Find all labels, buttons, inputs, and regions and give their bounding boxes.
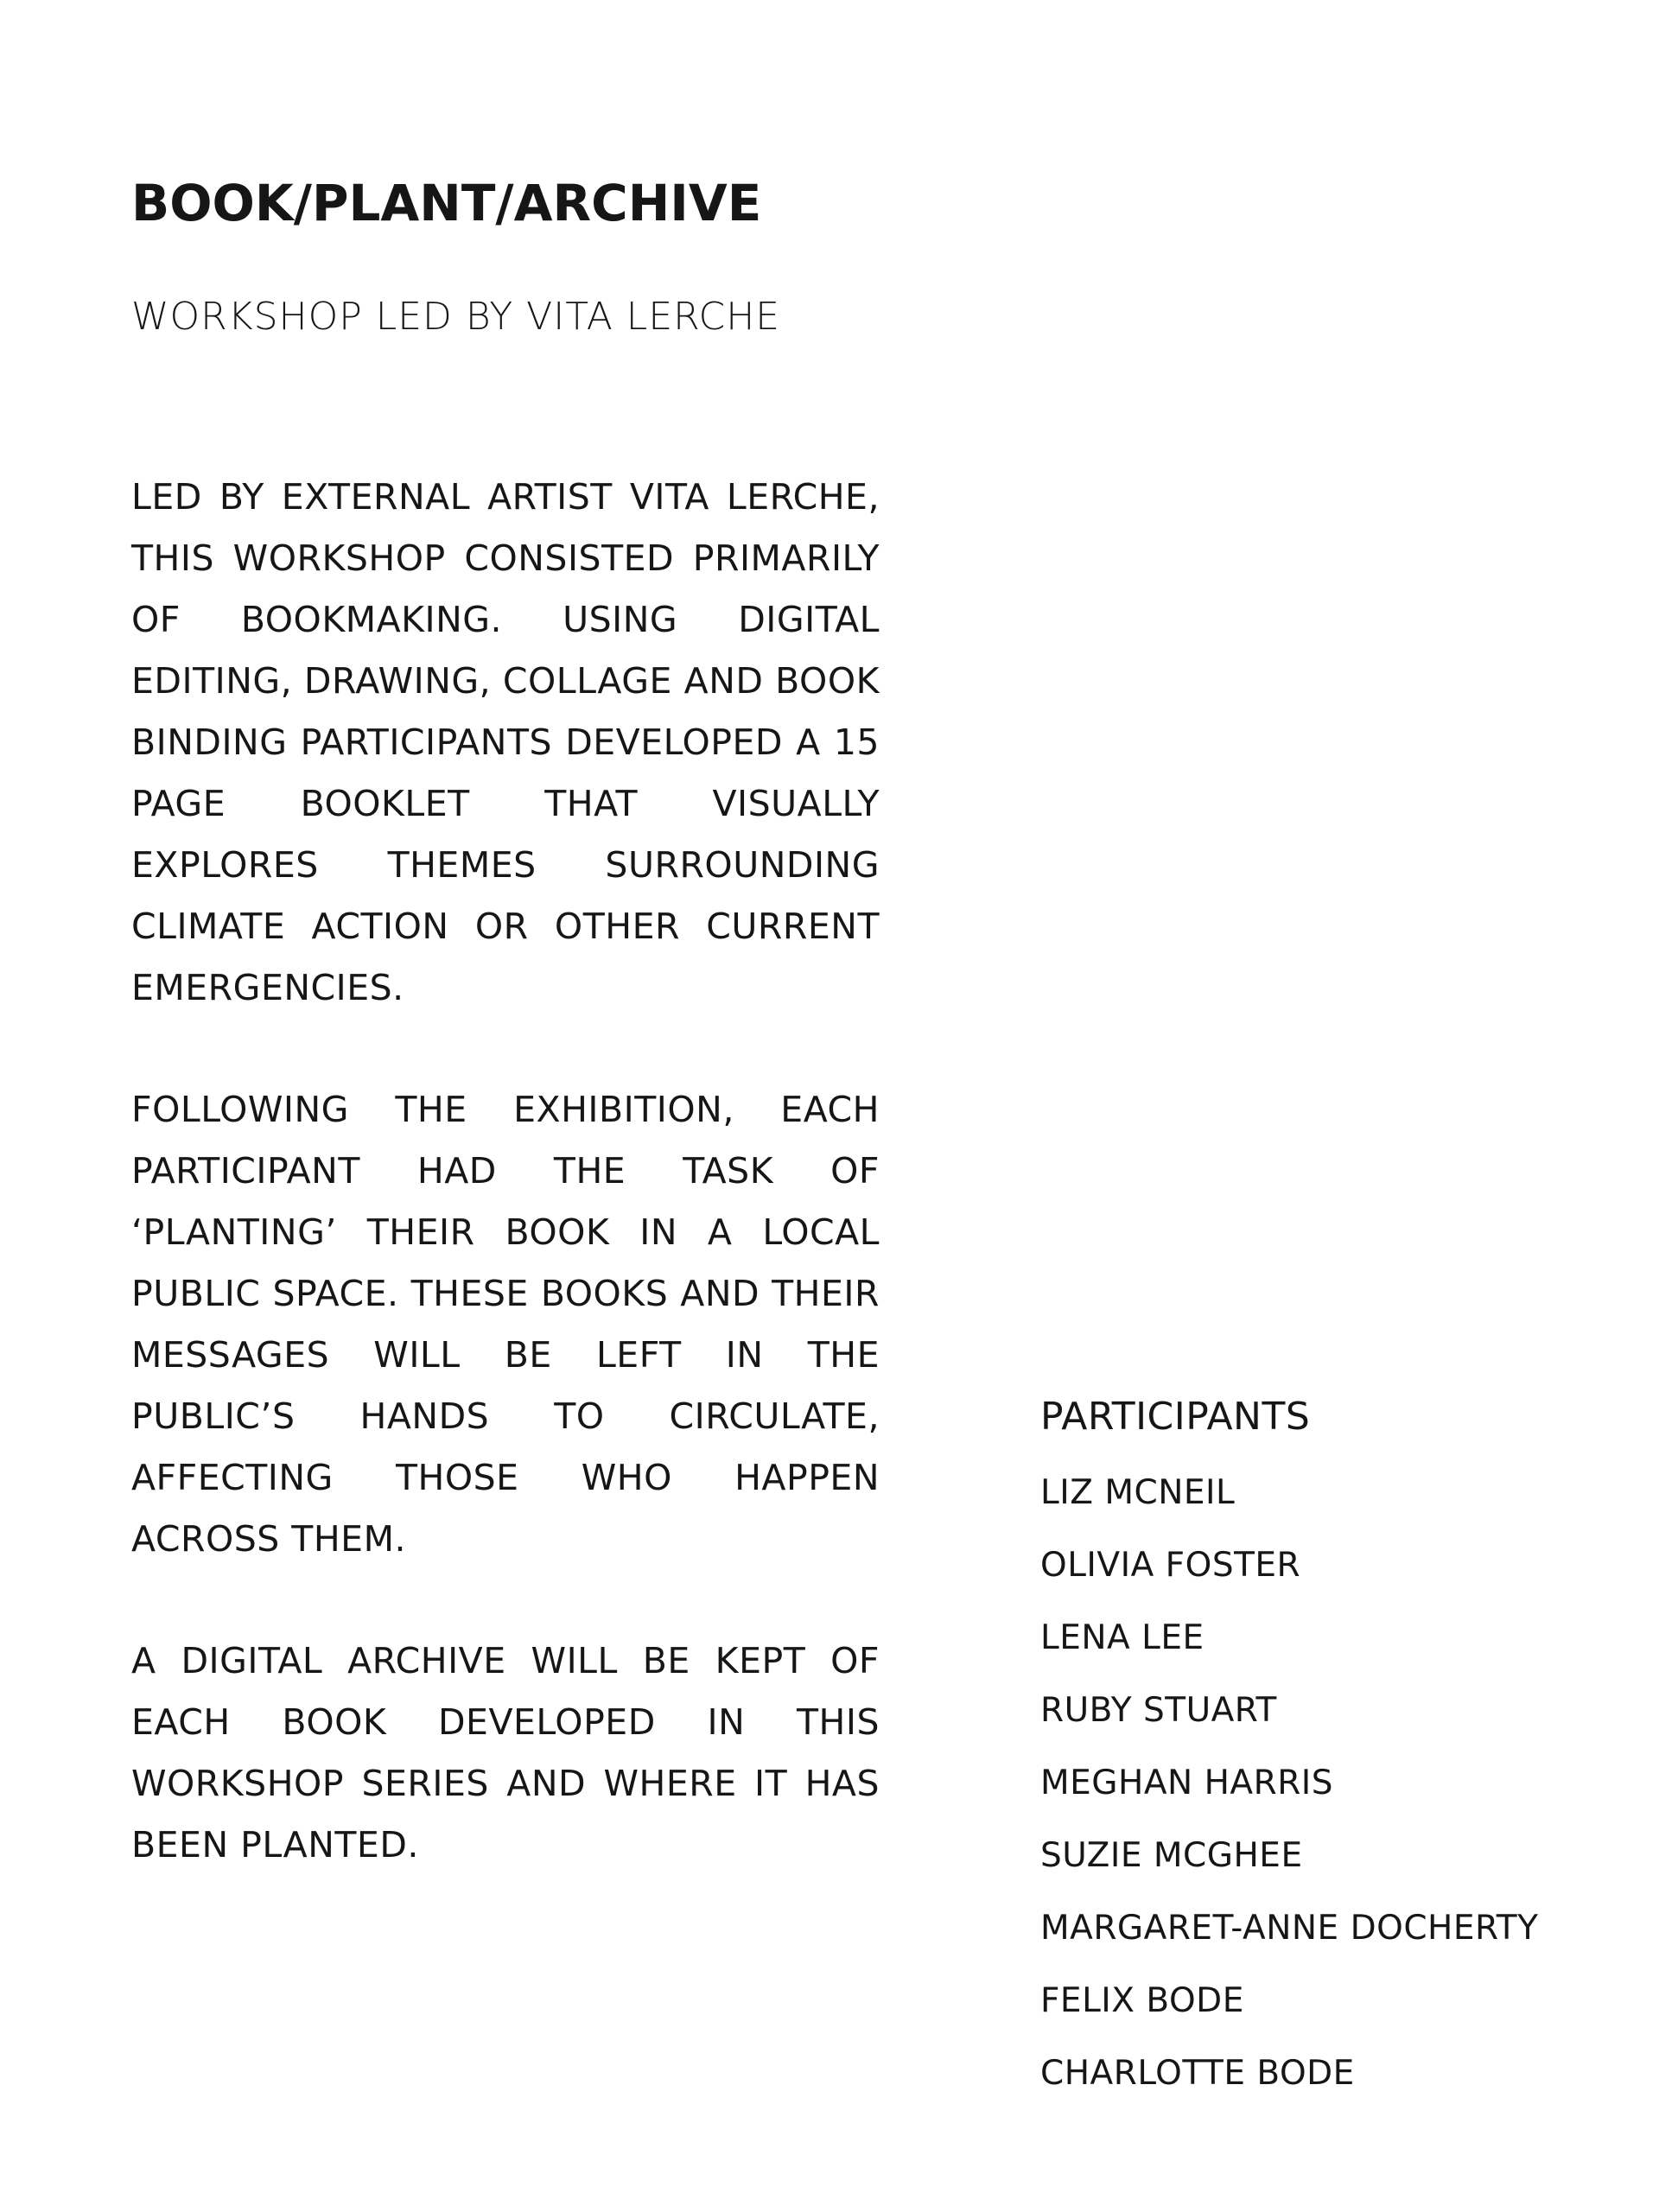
description-paragraph-1: LED BY EXTERNAL ARTIST VITA LERCHE, THIS WORKSHOP CONSISTED PRIMARILY OF BOOKMAKING. USING DIGITAL EDITING, DRAWING, COLLAGE AND BOOK BINDING PARTICIPANTS DEVELOPED A 15 PAGE BOOKLET THAT VISUALLY EXPLORES THEMES SURROUNDING CLIMATE ACTION OR OTHER CURRENT EMERGENCIES. <box>131 476 880 1008</box>
participant-name: SUZIE MCGHEE <box>1040 1836 1303 1875</box>
description-paragraph-2: FOLLOWING THE EXHIBITION, EACH PARTICIPANT HAD THE TASK OF ‘PLANTING’ THEIR BOOK IN A LOCAL PUBLIC SPACE. THESE BOOKS AND THEIR MESSAGES WILL BE LEFT IN THE PUBLIC’S HANDS TO CIRCULATE, AFFECTING THOSE WHO HAPPEN ACROSS THEM. <box>131 1089 880 1560</box>
workshop-description <box>131 467 880 1936</box>
participants-list <box>1040 1457 1628 2110</box>
participants-section <box>1040 1382 1628 2110</box>
participant-name: LIZ MCNEIL <box>1040 1473 1236 1512</box>
workshop-subtitle: WORKSHOP LED BY VITA LERCHE <box>131 295 781 339</box>
participant-name: RUBY STUART <box>1040 1691 1277 1730</box>
participant-name: OLIVIA FOSTER <box>1040 1546 1301 1585</box>
participant-name: LENA LEE <box>1040 1618 1205 1657</box>
participant-name: MEGHAN HARRIS <box>1040 1764 1334 1802</box>
description-paragraph-3: A DIGITAL ARCHIVE WILL BE KEPT OF EACH BOOK DEVELOPED IN THIS WORKSHOP SERIES AND WHERE IT HAS BEEN PLANTED. <box>131 1640 880 1866</box>
participant-name: FELIX BODE <box>1040 1981 1244 2020</box>
participant-name: CHARLOTTE BODE <box>1040 2054 1355 2093</box>
page-title: BOOK/PLANT/ARCHIVE <box>131 174 762 232</box>
participant-name: MARGARET-ANNE DOCHERTY <box>1040 1909 1539 1948</box>
participants-heading: PARTICIPANTS <box>1040 1395 1311 1439</box>
